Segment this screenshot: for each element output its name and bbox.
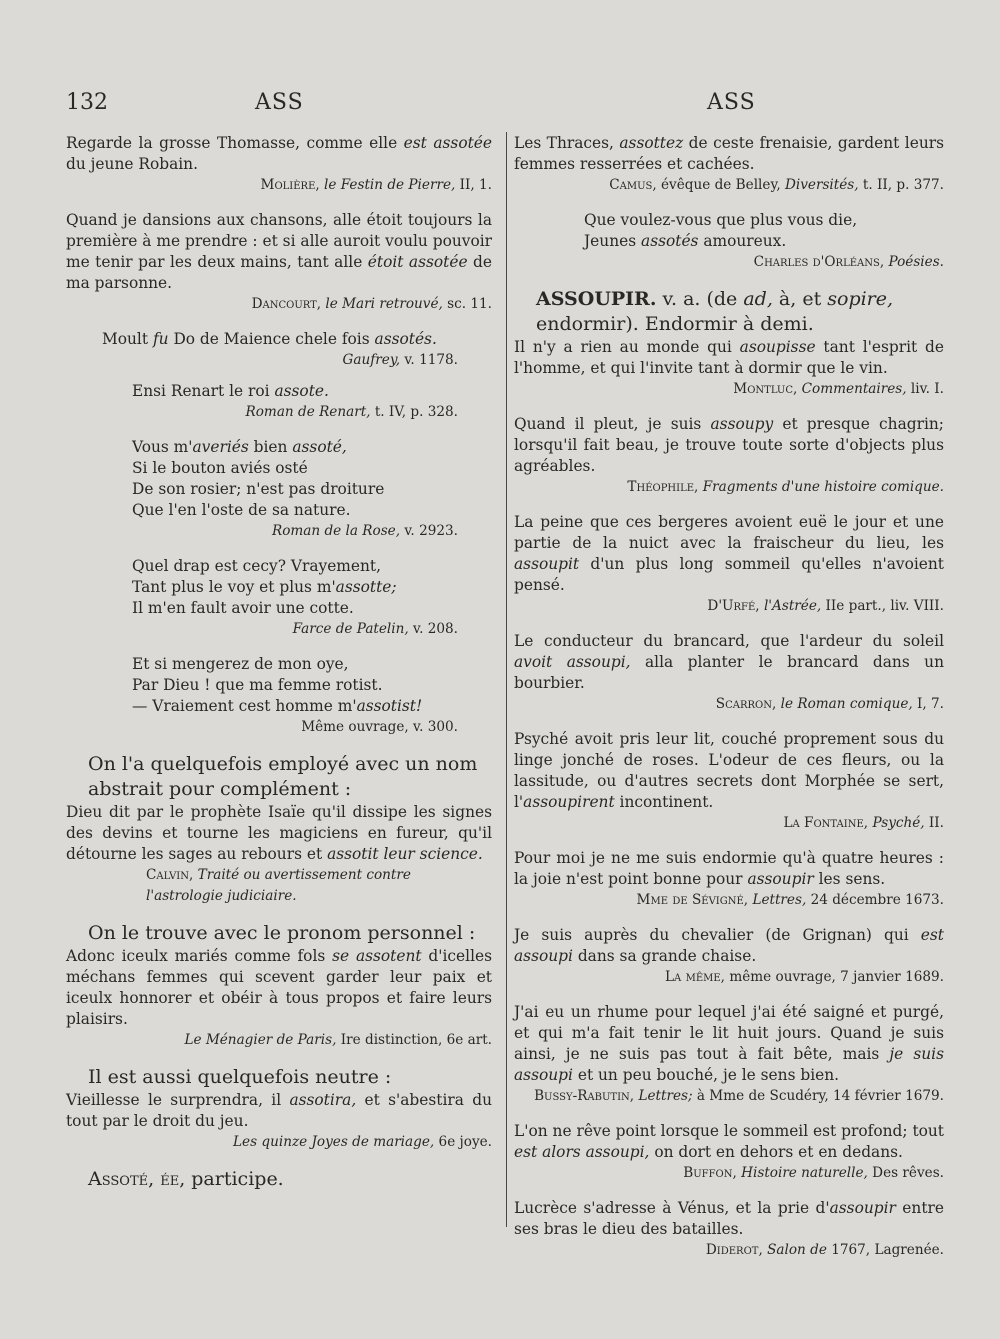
citation: Théophile, Fragments d'une histoire comique. — [627, 479, 944, 495]
citation: Diderot, Salon de 1767, Lagrenée. — [705, 1242, 944, 1258]
citation: Farce de Patelin, v. 208. — [292, 621, 458, 637]
right-column — [514, 133, 944, 1275]
citation: Gaufrey, v. 1178. — [342, 352, 458, 368]
left-column — [66, 133, 492, 1192]
quote: J'ai eu un rhume pour lequel j'ai été saigné et purgé, et qui m'a fait tenir le lit huit jours. Quand je suis ainsi, je ne suis pas tout à fait bête, mais je suis assoupi et un peu bouché, je le sens bien. — [514, 1003, 944, 1084]
verse-quote: Quel drap est cecy? Vrayement, Tant plus le voy et plus m'assotte; Il m'en fault avoir une cotte. — [132, 557, 397, 617]
dictionary-entry: ASSOUPIR. v. a. (de ad, à, et sopire, endormir). Endormir à demi. — [536, 288, 894, 335]
quote: Les Thraces, assottez de ceste frenaisie, gardent leurs femmes resserrées et cachées. — [514, 134, 944, 173]
quote: Adonc iceulx mariés comme fols se assotent d'icelles méchans femmes qui scevent garder leur paix et iceulx honnorer et obéir à tous propos et faire leurs plaisirs. — [66, 947, 492, 1028]
running-head-right: ASS — [707, 90, 756, 115]
citation: Le Ménagier de Paris, Ire distinction, 6e art. — [184, 1032, 492, 1048]
quote: Pour moi je ne me suis endormie qu'à quatre heures : la joie n'est point bonne pour assoupir les sens. — [514, 849, 944, 888]
section-heading: Il est aussi quelquefois neutre : — [88, 1066, 392, 1088]
citation: Charles d'Orléans, Poésies. — [753, 254, 944, 270]
quote: Quand je dansions aux chansons, alle étoit toujours la première à me prendre : et si alle auroit voulu pouvoir me tenir par les deux mains, tant alle étoit assotée de ma parsonne. — [66, 211, 493, 292]
quote: Psyché avoit pris leur lit, couché proprement sous du linge jonché de roses. L'odeur de ces fleurs, ou la lassitude, ou d'autres secrets dont Morphée se sert, l'assoupirent incontinent. — [514, 730, 944, 811]
citation: Camus, évêque de Belley, Diversités, t. II, p. 377. — [609, 177, 944, 193]
quote: Vieillesse le surprendra, il assotira, et s'abestira du tout par le droit du jeu. — [66, 1091, 492, 1130]
column-rule — [506, 132, 507, 1227]
citation: Roman de la Rose, v. 2923. — [271, 523, 458, 539]
citation: Calvin, Traité ou avertissement contre l'astrologie judiciaire. — [146, 867, 411, 904]
quote: Je suis auprès du chevalier (de Grignan) qui est assoupi dans sa grande chaise. — [514, 926, 944, 965]
quote: Lucrèce s'adresse à Vénus, et la prie d'assoupir entre ses bras le dieu des batailles. — [514, 1199, 944, 1238]
citation: La même, même ouvrage, 7 janvier 1689. — [665, 969, 944, 985]
citation: Bussy-Rabutin, Lettres; à Mme de Scudéry, 14 février 1679. — [534, 1088, 944, 1104]
entry-headword: ASSOUPIR. — [536, 288, 657, 310]
quote: Quand il pleut, je suis assoupy et presque chagrin; lorsqu'il fait beau, je trouve toute sorte d'objects plus agréables. — [514, 415, 944, 475]
verse-quote: Vous m'averiés bien assoté, Si le bouton aviés osté De son rosier; n'est pas droiture Que l'en l'oste de sa nature. — [132, 438, 385, 519]
verse-quote: Moult fu Do de Maience chele fois assotés. — [102, 330, 437, 348]
section-heading: On l'a quelquefois employé avec un nom abstrait pour complément : — [88, 753, 478, 800]
citation: Buffon, Histoire naturelle, Des rêves. — [683, 1165, 944, 1181]
section-heading: On le trouve avec le pronom personnel : — [88, 922, 476, 944]
quote: Regarde la grosse Thomasse, comme elle est assotée du jeune Robain. — [66, 134, 492, 173]
citation: Roman de Renart, t. IV, p. 328. — [245, 404, 458, 420]
citation: D'Urfé, l'Astrée, IIe part., liv. VIII. — [707, 598, 944, 614]
quote: Le conducteur du brancard, que l'ardeur du soleil avoit assoupi, alla planter le brancard dans un bourbier. — [514, 632, 945, 692]
verse-quote: Ensi Renart le roi assote. — [132, 382, 329, 400]
quote: L'on ne rêve point lorsque le sommeil est profond; tout est alors assoupi, on dort en dehors et en dedans. — [514, 1122, 944, 1161]
citation: Les quinze Joyes de mariage, 6e joye. — [233, 1134, 492, 1150]
citation: Même ouvrage, v. 300. — [301, 719, 458, 735]
citation: Montluc, Commentaires, liv. I. — [733, 381, 944, 397]
citation: Scarron, le Roman comique, I, 7. — [715, 696, 944, 712]
citation: Dancourt, le Mari retrouvé, sc. 11. — [251, 296, 492, 312]
quote: Dieu dit par le prophète Isaïe qu'il dissipe les signes des devins et tourne les magiciens en fureur, qu'il détourne les sages au rebours et assotit leur science. — [66, 803, 492, 863]
quote: La peine que ces bergeres avoient euë le jour et une partie de la nuict avec la fraischeur du lieu, les assoupit d'un plus long sommeil qu'elles n'avoient pensé. — [514, 513, 944, 594]
citation: Molière, le Festin de Pierre, II, 1. — [260, 177, 492, 193]
running-head-left: ASS — [255, 90, 304, 115]
verse-quote: Et si mengerez de mon oye, Par Dieu ! que ma femme rotist. — Vraiement cest homme m'assotist! — [132, 655, 423, 715]
quote: Il n'y a rien au monde qui asoupisse tant l'esprit de l'homme, et qui l'invite tant à dormir que le vin. — [514, 338, 944, 377]
citation: Mme de Sévigné, Lettres, 24 décembre 1673. — [636, 892, 944, 908]
citation: La Fontaine, Psyché, II. — [783, 815, 944, 831]
participle-heading: Assoté, ée, participe. — [88, 1168, 284, 1190]
page-number: 132 — [66, 90, 108, 115]
verse-quote: Que voulez-vous que plus vous die, Jeunes assotés amoureux. — [584, 211, 858, 250]
